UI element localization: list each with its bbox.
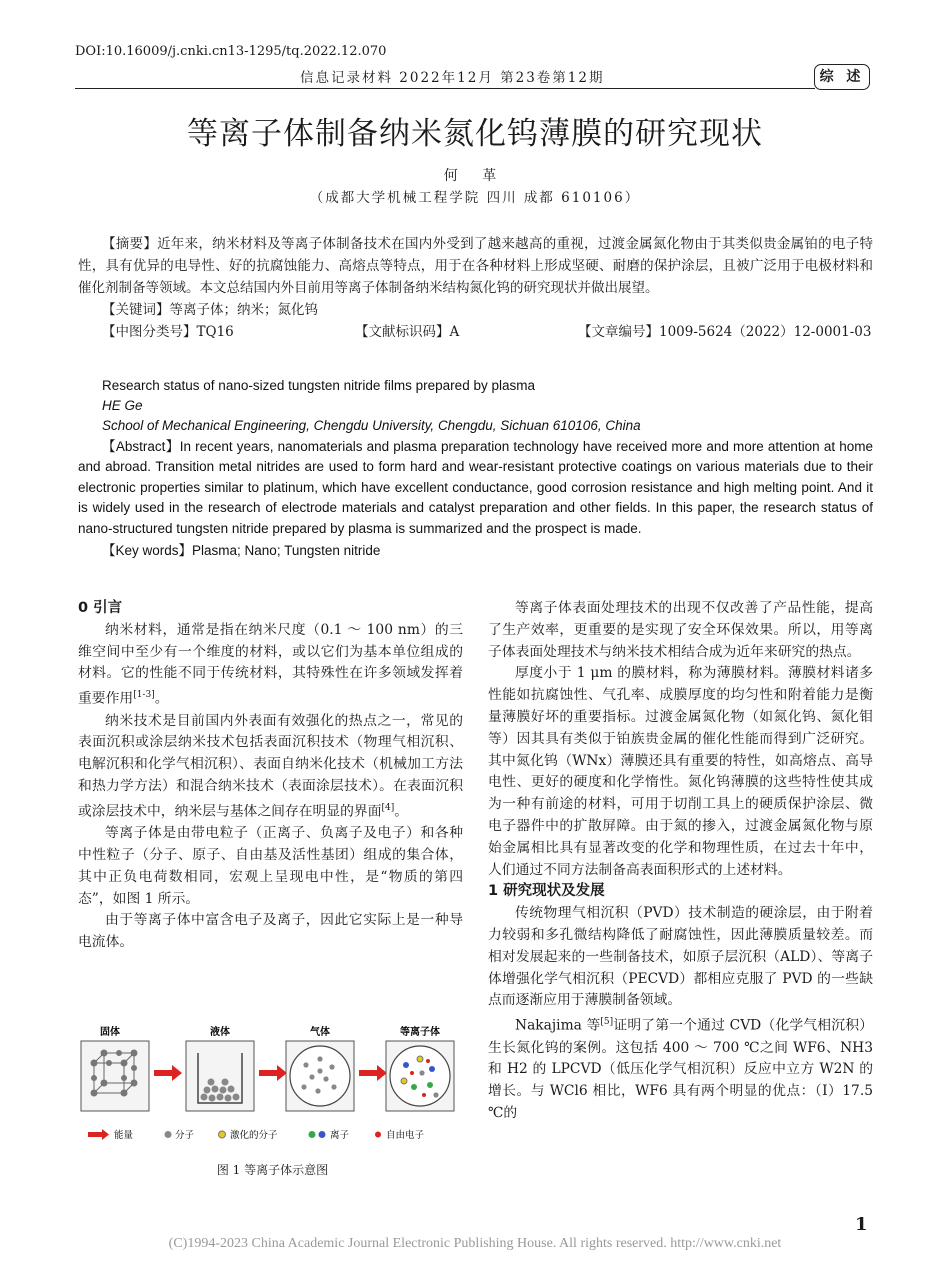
citation[interactable]: [5] bbox=[600, 1017, 614, 1028]
energy-arrow bbox=[259, 1065, 287, 1081]
copyright-footer: (C)1994-2023 China Academic Journal Electronic Publishing House. All rights reserved. http://www.cnki.net bbox=[168, 1236, 782, 1251]
citation[interactable]: [1-3] bbox=[133, 690, 155, 701]
section-tag: 综 述 bbox=[814, 64, 870, 90]
keywords-cn: 【关键词】等离子体；纳米；氮化钨 bbox=[102, 302, 318, 318]
plasma-figure bbox=[80, 1025, 465, 1155]
figure-caption: 图 1 等离子体示意图 bbox=[216, 1163, 329, 1177]
solid-panel bbox=[81, 1041, 149, 1111]
paragraph: 等离子体表面处理技术的出现不仅改善了产品性能，提高了生产效率，更重要的是实现了安全环保效果。所以，用等离子体表面处理技术与纳米技术相结合成为近年来研究的热点。 bbox=[488, 600, 873, 660]
header-rule bbox=[75, 88, 815, 89]
fig-label-solid: 固体 bbox=[100, 1027, 120, 1038]
legend-molecule: 分子 bbox=[175, 1130, 195, 1141]
journal-issue: 信息记录材料 2022年12月 第23卷第12期 bbox=[300, 70, 605, 86]
keywords-en: 【Key words】Plasma; Nano; Tungsten nitride bbox=[102, 543, 381, 558]
plasma-panel bbox=[386, 1041, 454, 1111]
doi-text: DOI:10.16009/j.cnki.cn13-1295/tq.2022.12.070 bbox=[75, 44, 387, 59]
section-heading-intro: 0 引言 bbox=[78, 600, 123, 616]
title-en: Research status of nano-sized tungsten nitride films prepared by plasma bbox=[102, 378, 535, 393]
energy-arrow bbox=[154, 1065, 182, 1081]
paragraph: 由于等离子体中富含电子及离子，因此它实际上是一种导电流体。 bbox=[78, 912, 463, 951]
section-heading-status: 1 研究现状及发展 bbox=[488, 883, 605, 900]
clc-number: 【中图分类号】TQ16 bbox=[102, 324, 234, 340]
author: 何 革 bbox=[443, 168, 507, 184]
gas-panel bbox=[286, 1041, 354, 1111]
article-number: 【文章编号】1009-5624（2022）12-0001-03 bbox=[578, 324, 872, 340]
legend-excited-molecule: 激化的分子 bbox=[230, 1130, 278, 1141]
legend-energy: 能量 bbox=[114, 1130, 134, 1141]
paragraph: 纳米材料，通常是指在纳米尺度（0.1 ～ 100 nm）的三维空间中至少有一个维度的材料，或以它们为基本单位组成的材料。它的性能不同于传统材料，其特殊性在许多领域发挥着重要作用[1-3]。 bbox=[78, 621, 463, 707]
liquid-panel bbox=[186, 1041, 254, 1111]
article-title: 等离子体制备纳米氮化钨薄膜的研究现状 bbox=[187, 116, 763, 152]
paragraph: 传统物理气相沉积（PVD）技术制造的硬涂层，由于附着力较弱和多孔微结构降低了耐腐蚀性，因此薄膜质量较差。而相对发展起来的一些制备技术，如原子层沉积（ALD）、等离子体增强化学气相沉积（PECVD）都相应克服了 PVD 的一些缺点而逐渐应用于薄膜制备领域。 bbox=[488, 905, 873, 1009]
abstract-cn: 【摘要】近年来，纳米材料及等离子体制备技术在国内外受到了越来越高的重视，过渡金属氮化物由于其类似贵金属铂的电子特性，具有优异的电导性、好的抗腐蚀能力、高熔点等特点，用于在各种材料上形成坚硬、耐磨的保护涂层，且被广泛用于电极材料和催化剂制备等领域。本文总结国内外目前用等离子体制备纳米结构氮化钨的研究现状并做出展望。 bbox=[78, 236, 873, 296]
fig-label-liquid: 液体 bbox=[210, 1027, 230, 1038]
page-number: 1 bbox=[855, 1214, 868, 1235]
legend-free-electron: 自由电子 bbox=[386, 1130, 425, 1141]
right-column bbox=[488, 598, 873, 1125]
citation[interactable]: [4] bbox=[381, 802, 395, 813]
document-code: 【文献标识码】A bbox=[355, 324, 460, 340]
energy-arrow bbox=[359, 1065, 387, 1081]
affiliation-en: School of Mechanical Engineering, Chengdu University, Chengdu, Sichuan 610106, China bbox=[102, 418, 641, 433]
fig-label-plasma: 等离子体 bbox=[400, 1027, 440, 1038]
legend bbox=[88, 1129, 425, 1141]
fig-label-gas: 气体 bbox=[310, 1027, 330, 1038]
paragraph: 厚度小于 1 μm 的膜材料，称为薄膜材料。薄膜材料诸多性能如抗腐蚀性、气孔率、成膜厚度的均匀性和附着能力是衡量薄膜好坏的重要指标。过渡金属氮化物（如氮化钨、氮化钼等）因其具有类似于铂族贵金属的催化性能而得到广泛研究。其中氮化钨（WNx）薄膜还具有重要的特性，如高熔点、高导电性、更好的硬度和化学惰性。氮化钨薄膜的这些特性使其成为一种有前途的材料，可用于切削工具上的硬质保护涂层、微电子器件中的扩散屏障。由于氮的掺入，过渡金属氮化物与原始金属相比具有显著改变的化学和物理性质，在过去十年中，人们通过不同方法制备高表面积形式的上述材料。 bbox=[488, 665, 873, 878]
author-en: HE Ge bbox=[102, 398, 143, 413]
paragraph: 等离子体是由带电粒子（正离子、负离子及电子）和各种中性粒子（分子、原子、自由基及活性基团）组成的集合体，其中正负电荷数相同，宏观上呈现电中性，是“物质的第四态”，如图 1 所示。 bbox=[78, 825, 463, 907]
paragraph: Nakajima 等[5]证明了第一个通过 CVD（化学气相沉积）生长氮化钨的案例。这包括 400 ～ 700 ℃之间 WF6、NH3 和 H2 的 LPCVD（低压化学气相沉积）反应中立方 W2N 的增长。与 WCl6 相比，WF6 具有两个明显的优点：（Ⅰ）17.5 ℃的 bbox=[488, 1017, 873, 1121]
affiliation: （成都大学机械工程学院 四川 成都 610106） bbox=[309, 190, 641, 206]
left-column bbox=[78, 598, 463, 954]
paragraph: 纳米技术是目前国内外表面有效强化的热点之一，常见的表面沉积或涂层纳米技术包括表面沉积技术（物理气相沉积、电解沉积和化学气相沉积）、表面自纳米化技术（机械加工方法和热力学方法）和混合纳米技术（表面涂层技术）。在表面沉积或涂层技术中，纳米层与基体之间存在明显的界面[4]。 bbox=[78, 712, 463, 820]
legend-ion: 离子 bbox=[330, 1130, 350, 1141]
abstract-en: 【Abstract】In recent years, nanomaterials and plasma preparation technology have received more and more attention at home and abroad. Transition metal nitrides are used to form hard and wear-resistant protective coatings on various materials due to their electronic properties similar to platinum, which have excellent conductance, good corrosion resistance and high melting point. And it is widely used in the research of electrode materials and catalyst preparation and other fields. In this paper, the research status of nano-structured tungsten nitride prepared by plasma is summarized and the prospect is made. bbox=[78, 439, 873, 536]
